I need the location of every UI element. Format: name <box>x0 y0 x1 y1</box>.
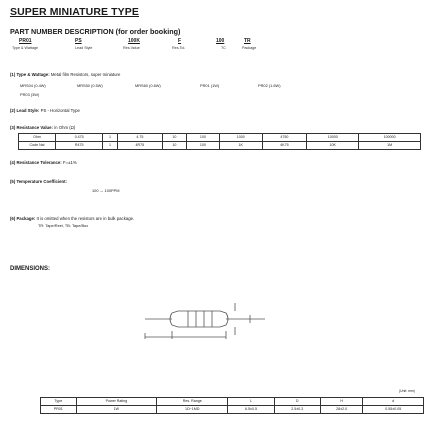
label-tc: TC <box>221 45 226 50</box>
wattage-item: MRS04 (0.4W) <box>20 83 46 88</box>
dimensions-heading: DIMENSIONS: <box>10 266 51 272</box>
table-header: H <box>320 398 363 406</box>
wattage-item: PR03 (3W) <box>20 92 40 97</box>
temp-coeff-heading: (5) Temperature Coefficient: <box>10 179 67 184</box>
table-cell: 4K75 <box>262 142 307 150</box>
table-cell: 1K <box>219 142 262 150</box>
table-cell: 10000 <box>307 134 359 142</box>
page-title: SUPER MINIATURE TYPE <box>10 6 139 18</box>
table-cell: 1Ω~1MΩ <box>157 406 228 414</box>
label-package: Package <box>242 45 257 50</box>
table-header: Type <box>41 398 77 406</box>
unit-label: (Unit: mm) <box>399 389 415 393</box>
table-cell: 0.55±0.05 <box>363 406 424 414</box>
tolerance-section <box>10 160 77 165</box>
code-value: 100K <box>128 38 140 44</box>
table-header: L <box>228 398 274 406</box>
label-tol: Res.Tol. <box>172 45 186 50</box>
wattage-item: PR01 (1W) <box>200 83 220 88</box>
part-number-heading: PART NUMBER DESCRIPTION (for order booking) <box>10 27 181 36</box>
code-package: TR <box>244 38 251 44</box>
resistance-value-section <box>10 125 75 130</box>
table-cell: 100 <box>186 134 219 142</box>
code-lead: PS <box>75 38 82 44</box>
lead-style-heading: (2) Lead Style: <box>10 108 40 113</box>
table-cell: 100000 <box>359 134 421 142</box>
table-cell: 10 <box>163 142 187 150</box>
table-cell: 4.75 <box>117 134 162 142</box>
package-text: It is omitted when the resistors are in bulk package. <box>36 216 135 221</box>
package-text-2: TR: Tape/Reel, TB: Tape/Box <box>38 223 89 228</box>
wattage-item: PR02 (1.6W) <box>258 83 281 88</box>
resistance-code-table <box>18 133 421 150</box>
table-row <box>19 134 421 142</box>
temp-coeff-text: 100 → 100PPM <box>92 188 120 193</box>
wattage-item: MRS50 (0.5W) <box>77 83 103 88</box>
lead-style-text: PS - Horizontal Type <box>40 108 80 113</box>
type-wattage-section <box>10 72 120 77</box>
table-cell: 1000 <box>219 134 262 142</box>
table-cell: 10 <box>163 134 187 142</box>
table-cell: R475 <box>56 142 103 150</box>
label-value: Res.Value <box>123 45 140 50</box>
code-tol: F <box>178 38 182 44</box>
code-tc: 100 <box>216 38 225 44</box>
table-cell: Ohm <box>19 134 56 142</box>
table-row <box>19 142 421 150</box>
table-cell: 0.475 <box>56 134 103 142</box>
table-cell: 10K <box>307 142 359 150</box>
resistance-value-heading: (3) Resistance Value: <box>10 125 53 130</box>
label-type: Type & Wattage <box>12 45 39 50</box>
table-header: d <box>363 398 424 406</box>
table-cell: 1 <box>103 142 117 150</box>
table-cell: 1W <box>76 406 156 414</box>
resistor-dimension-drawing <box>140 293 270 345</box>
table-cell: 28±2.0 <box>320 406 363 414</box>
table-cell: 2.5±0.3 <box>274 406 320 414</box>
table-row <box>41 406 424 414</box>
package-section <box>10 216 134 221</box>
table-cell: 1M <box>359 142 421 150</box>
table-cell: PR01 <box>41 406 77 414</box>
table-header: Res. Range <box>157 398 228 406</box>
tolerance-heading: (4) Resistance Tolerance: <box>10 160 62 165</box>
table-cell: Code Nal <box>19 142 56 150</box>
lead-style-section <box>10 108 80 113</box>
table-cell: 4750 <box>262 134 307 142</box>
table-cell: 4R75 <box>117 142 162 150</box>
table-cell: 6.5±0.5 <box>228 406 274 414</box>
resistance-value-text: in Ohm (Ω) <box>54 125 76 130</box>
table-cell: 1 <box>103 134 117 142</box>
type-wattage-text: Metal film Resistors, super miniature <box>50 72 121 77</box>
temp-coeff-section <box>10 179 67 184</box>
label-lead: Lead Style <box>75 45 93 50</box>
table-row <box>41 398 424 406</box>
type-wattage-heading: (1) Type & Wattage: <box>10 72 50 77</box>
table-header: D <box>274 398 320 406</box>
dimensions-table <box>40 397 424 414</box>
table-cell: 100 <box>186 142 219 150</box>
table-header: Power Rating <box>76 398 156 406</box>
package-heading: (6) Package: <box>10 216 36 221</box>
code-type: PR01 <box>19 38 32 44</box>
tolerance-text: F=±1% <box>62 160 77 165</box>
wattage-item: MRS60 (0.6W) <box>135 83 161 88</box>
